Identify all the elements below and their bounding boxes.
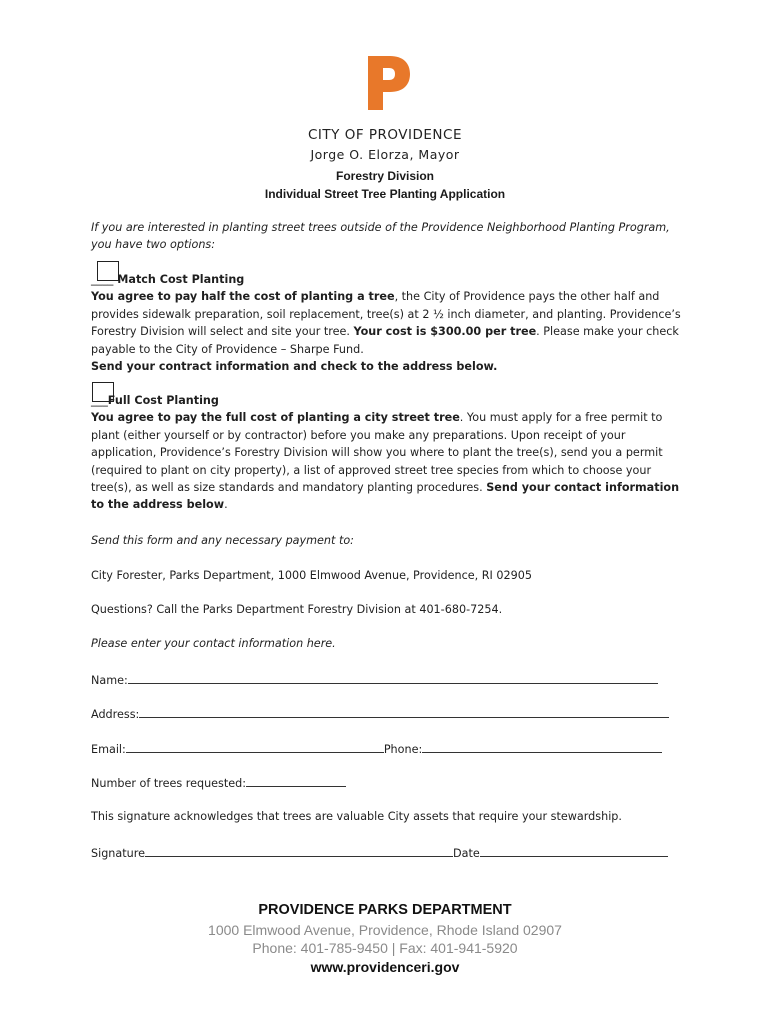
option1-prefix: ____ xyxy=(91,273,114,286)
email-blank[interactable] xyxy=(126,741,384,753)
phone-label: Phone: xyxy=(383,743,423,756)
footer-phone-fax: Phone: 401-785-9450 | Fax: 401-941-5920 xyxy=(252,940,518,956)
phone-blank[interactable] xyxy=(422,741,662,753)
name-blank[interactable] xyxy=(128,672,658,684)
option1-cost: Your cost is $300.00 per tree xyxy=(353,325,537,339)
address-field[interactable] xyxy=(91,706,669,721)
option1-text1: , the City of Providence pays the other half and provides sidewalk preparation, soil replacement, tree(s) at 2 ½ inch diameter, and planting. Providence’s Forestry Division will select and site your tree. xyxy=(91,290,681,339)
providence-p-logo-icon xyxy=(366,56,410,110)
name-label: Name: xyxy=(91,674,128,687)
option1-heading: Match Cost Planting xyxy=(113,273,245,286)
option1-send: Send your contract information and check to the address below. xyxy=(91,360,498,374)
date-blank[interactable] xyxy=(480,845,668,857)
full-cost-option xyxy=(91,392,691,514)
option2-text1: . You must apply for a free permit to plant (either yourself or by contractor) before you make any preparations. Upon receipt of your application, Providence’s Forestry Division will show you where to plant the tree(s), send you a permit (required to plant on city property), a list of approved street tree species from which to choose your tree(s), as well as size standards and mandatory planting procedures. xyxy=(91,411,663,495)
address-label: Address: xyxy=(91,708,140,721)
contact-instruction: Please enter your contact information here. xyxy=(91,637,336,650)
signature-label: Signature xyxy=(91,847,145,860)
address-blank[interactable] xyxy=(139,706,669,718)
trees-label: Number of trees requested: xyxy=(91,777,247,790)
trees-field[interactable] xyxy=(91,775,346,790)
footer-department: PROVIDENCE PARKS DEPARTMENT xyxy=(258,902,512,918)
option1-text2: . Please make your check payable to the City of Providence – Sharpe Fund. xyxy=(91,325,679,356)
email-field[interactable] xyxy=(91,741,662,756)
option2-heading: Full Cost Planting xyxy=(107,394,219,407)
date-label: Date xyxy=(452,847,480,860)
option2-text2: . xyxy=(224,498,228,512)
footer-address: 1000 Elmwood Avenue, Providence, Rhode Island 02907 xyxy=(208,922,562,938)
mailing-address: City Forester, Parks Department, 1000 Elmwood Avenue, Providence, RI 02905 xyxy=(91,569,532,582)
application-title: Individual Street Tree Planting Application xyxy=(264,187,506,201)
option2-prefix: ___ xyxy=(91,394,108,407)
option1-bold1: You agree to pay half the cost of planting a tree xyxy=(91,290,395,304)
trees-blank[interactable] xyxy=(246,775,346,787)
footer-website-link[interactable]: www.providenceri.gov xyxy=(310,959,460,975)
email-label: Email: xyxy=(91,743,126,756)
send-form-instruction: Send this form and any necessary payment to: xyxy=(91,534,354,547)
option2-bold1: You agree to pay the full cost of planting a city street tree xyxy=(91,411,460,425)
signature-blank[interactable] xyxy=(145,845,453,857)
division-title: Forestry Division xyxy=(335,169,435,183)
questions-line: Questions? Call the Parks Department Forestry Division at 401-680-7254. xyxy=(91,603,503,616)
option2-send: Send your contact information to the address below xyxy=(91,481,680,512)
city-name: CITY OF PROVIDENCE xyxy=(308,127,462,143)
name-field[interactable] xyxy=(91,672,658,687)
intro-text: If you are interested in planting street trees outside of the Providence Neighborhood Planting Program, you have two options: xyxy=(91,221,670,252)
signature-field[interactable] xyxy=(91,845,668,860)
match-cost-option xyxy=(91,271,691,375)
acknowledgement-text: This signature acknowledges that trees are valuable City assets that require your stewardship. xyxy=(91,810,622,823)
mayor-name: Jorge O. Elorza, Mayor xyxy=(310,147,460,162)
